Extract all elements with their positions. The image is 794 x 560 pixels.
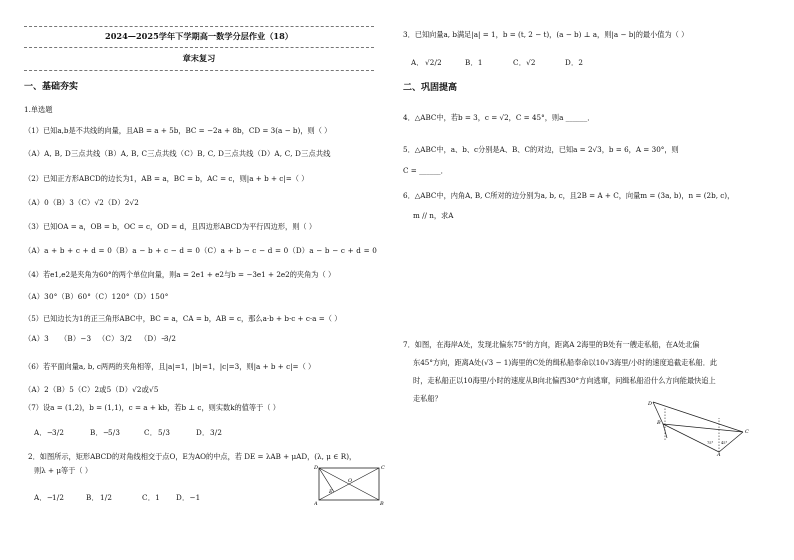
question-6-text: （6）若平面向量a, b, c两两的夹角相等，且|a|=1，|b|=1，|c|=3，则|a + b + c|=（ ）: [24, 362, 316, 371]
question-7-text: （7）设a = (1,2)，b = (1,1)，c = a + kb，若b ⊥ c，则实数k的值等于（ ）: [24, 403, 280, 412]
question-13-text: 7．如图，在海岸A处，发现北偏东75°的方向，距离A 2海里的B处有一艘走私船，在A处北偏: [403, 340, 700, 349]
question-7-option-c: C．: [144, 428, 158, 437]
section-consolidate-heading: 二、巩固提高: [403, 83, 458, 93]
question-9-option-c: C．√2: [513, 58, 536, 67]
question-8-text-cont: 则λ + μ等于（ ）: [34, 466, 93, 475]
question-8-value-b: 1/2: [100, 493, 113, 502]
label-a: A: [314, 501, 318, 506]
question-9-option-d: D．2: [565, 58, 584, 67]
question-13-text-line4: 走私船？: [413, 394, 442, 403]
worksheet-title: 2024—2025学年下学期高一数学分层作业（18）: [105, 31, 293, 41]
question-7-value-b: 5/3: [108, 428, 121, 437]
header-mid-border: [24, 47, 374, 48]
question-7-value-d: 3/2: [210, 428, 223, 437]
question-12-text-cont: m // n，求A: [413, 211, 454, 220]
question-7-option-a: A．−: [34, 428, 54, 437]
left-column: [24, 0, 385, 560]
header-bottom-border: [24, 70, 374, 71]
question-11-text: 5．△ABC中，a、b、c分别是A、B、C的对边，已知a = 2√3，b = 6，A = 30°，则: [403, 145, 679, 154]
question-9-text: 3．已知向量a, b满足|a| = 1，b = (t, 2 − t)，(a − b) ⊥ a，则|a − b|的最小值为（ ）: [403, 30, 689, 39]
header-top-border: [24, 26, 374, 27]
question-8-value-a: 1/2: [52, 493, 65, 502]
section-basic-heading: 一、基础夯实: [24, 82, 79, 92]
question-8-option-c: C．1: [142, 493, 160, 502]
question-5-option-c: （C）: [98, 334, 119, 343]
question-5-option-b: （B）−3: [60, 334, 92, 343]
label-b: B: [657, 420, 661, 426]
question-8-option-d: D．−1: [176, 493, 201, 502]
label-a: A: [717, 452, 721, 456]
question-5-text: （5）已知边长为1的正三角形ABC中，BC = a，CA = b，AB = c，那么a·b + b·c + c·a =（ ）: [24, 314, 342, 323]
label-c: C: [381, 465, 385, 471]
question-7-value-c: 5/3: [158, 428, 171, 437]
question-5-value-c: 3/2: [120, 334, 133, 343]
segment-ba: [663, 424, 719, 452]
label-c: C: [745, 429, 749, 435]
question-13-text-line3: 时，走私船正以10海里/小时的速度从B向北偏西30°方向逃窜，问缉私船沿什么方向能最快追上: [413, 376, 716, 385]
question-7-option-d: D．: [196, 428, 210, 437]
label-o: O: [348, 478, 353, 484]
question-2-options: （A）0（B）3（C）√2（D）2√2: [24, 198, 140, 207]
question-9-option-b: B．1: [465, 58, 483, 67]
worksheet-subtitle: 章末复习: [182, 53, 216, 63]
question-3-options: （A）a + b + c + d = 0（B）a − b + c − d = 0（C）a + b − c − d = 0（D）a − b − c + d = 0: [24, 246, 378, 255]
question-13-text-line2: 东45°方向，距离A处(√3 − 1)海里的C处的缉私船奉命以10√3海里/小时的速度追截走私船．此: [413, 358, 718, 367]
question-8-option-a: A．−: [34, 493, 54, 502]
question-3-text: （3）已知OA = a，OB = b，OC = c，OD = d，且四边形ABCD为平行四边形，则（ ）: [24, 222, 317, 231]
label-e: E: [329, 489, 333, 495]
question-11-text-cont: C = ______．: [403, 166, 448, 175]
question-1-text: （1）已知a,b是不共线的向量，且AB = a + 5b，BC = −2a + 8b，CD = 3(a − b)，则（ ）: [24, 126, 332, 135]
question-4-text: （4）若e1,e2是夹角为60°的两个单位向量，则a = 2e1 + e2与b = −3e1 + 2e2的夹角为（ ）: [24, 270, 336, 279]
question-5-option-a: （A）3: [24, 334, 49, 343]
question-2-text: （2）已知正方形ABCD的边长为1，AB = a，BC = b，AC = c，则|a + b + c|=（ ）: [24, 174, 309, 183]
label-angle-45: 45°: [721, 441, 728, 445]
rectangle-diagram: [314, 462, 386, 506]
pursuit-diagram: [647, 398, 757, 456]
right-column: [403, 0, 781, 560]
question-6-options: （A）2（B）5（C）2或5（D）√2或√5: [24, 385, 159, 394]
question-10-text: 4．△ABC中，若b = 3，c = √2，C = 45°，则a ______．: [403, 113, 595, 122]
question-12-text: 6．△ABC中，内角A, B, C所对的边分别为a, b, c，且2B = A + C，向量m = (3a, b)，n = (2b, c)，: [403, 191, 735, 200]
question-7-option-b: B．−: [90, 428, 110, 437]
question-type-label: 1.单选题: [24, 105, 53, 114]
question-5-value-d: 3/2: [164, 334, 177, 343]
question-4-options: （A）30°（B）60°（C）120°（D）150°: [24, 292, 169, 301]
question-8-text: 2．如图所示，矩形ABCD的对角线相交于点O，E为AO的中点，若 DE = λAB + μAD，(λ, μ ∈ R)，: [28, 452, 357, 461]
question-7-value-a: 3/2: [52, 428, 65, 437]
question-9-option-a: A．: [411, 58, 424, 67]
question-5-option-d: （D）−: [140, 334, 167, 343]
question-1-options: （A）A, B, D三点共线（B）A, B, C三点共线（C）B, C, D三点共线（D）A, C, D三点共线: [24, 149, 331, 158]
label-b: B: [380, 501, 384, 506]
question-8-option-b: B．: [86, 493, 99, 502]
label-d: D: [648, 401, 653, 407]
label-d: D: [314, 465, 319, 471]
question-9-value-a: √2/2: [425, 58, 442, 67]
label-angle-75: 75°: [707, 441, 714, 445]
